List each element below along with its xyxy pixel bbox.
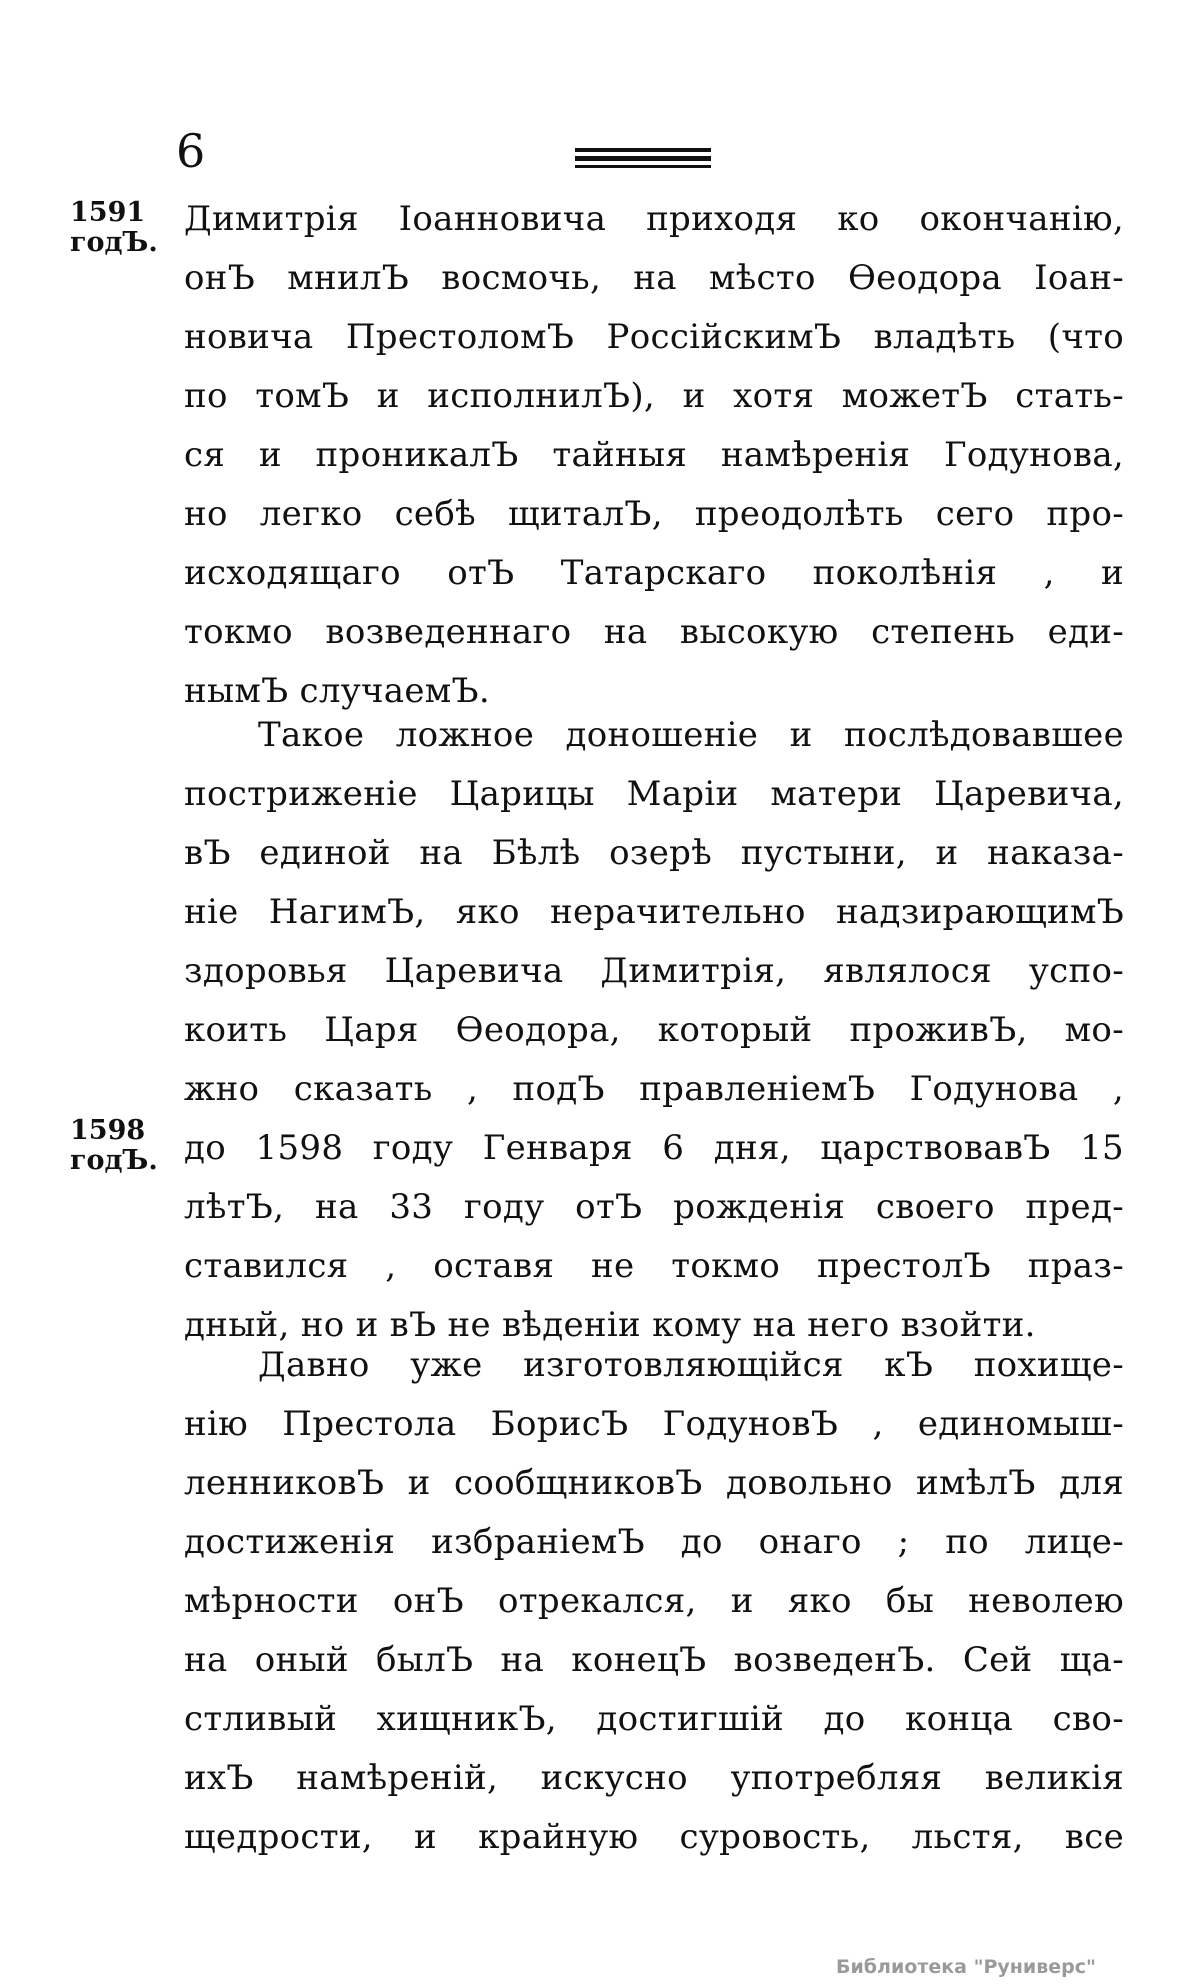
text-line: Давно уже изготовляющійся кЪ похище-: [258, 1345, 1124, 1385]
text-line: до 1598 году Генваря 6 дня, царствовавЪ 15: [184, 1128, 1124, 1168]
text-line: стливый хищникЪ, достигшій до конца сво-: [184, 1699, 1124, 1739]
text-line: онЪ мнилЪ восмочь, на мѣсто Ѳеодора Іоан-: [184, 258, 1124, 298]
text-line: дный, но и вЪ не вѣденіи кому на него взойти.: [184, 1305, 1036, 1345]
text-line: ніе НагимЪ, яко нерачительно надзирающимЪ: [184, 892, 1124, 932]
paragraph-1: [184, 190, 1124, 721]
text-line: мѣрности онЪ отрекался, и яко бы неволею: [184, 1581, 1124, 1621]
margin-note-1598: [70, 1116, 180, 1176]
paragraph-3: [184, 1336, 1124, 1867]
text-line: Димитрія Іоанновича приходя ко окончанію,: [184, 199, 1124, 239]
rule-line: [575, 156, 711, 161]
header-ornament-rule: [575, 148, 711, 168]
margin-note-label: годЪ.: [70, 227, 158, 258]
text-line: коить Царя Ѳеодора, который проживЪ, мо-: [184, 1010, 1124, 1050]
text-line: ставился , оставя не токмо престолЪ праз-: [184, 1246, 1124, 1286]
margin-note-label: годЪ.: [70, 1145, 158, 1176]
text-line: щедрости, и крайную суровость, льстя, все: [184, 1817, 1124, 1857]
text-line: лѣтЪ, на 33 году отЪ рожденія своего пред-: [184, 1187, 1124, 1227]
text-line: вЪ единой на Бѣлѣ озерѣ пустыни, и наказа-: [184, 833, 1124, 873]
text-line: Такое ложное доношеніе и послѣдовавшее: [258, 715, 1124, 755]
text-line: нымЪ случаемЪ.: [184, 671, 490, 711]
page-number: 6: [176, 124, 206, 178]
text-line: жно сказать , подЪ правленіемЪ Годунова ,: [184, 1069, 1124, 1109]
text-line: здоровья Царевича Димитрія, являлося успо-: [184, 951, 1124, 991]
text-line: исходящаго отЪ Татарскаго поколѣнія , и: [184, 553, 1124, 593]
text-line: постриженіе Царицы Маріи матери Царевича,: [184, 774, 1124, 814]
margin-note-year: 1591: [70, 197, 146, 228]
margin-note-1591: [70, 198, 180, 258]
text-line: достиженія избраніемЪ до онаго ; по лице-: [184, 1522, 1124, 1562]
text-line: на оный былЪ на конецЪ возведенЪ. Сей ща-: [184, 1640, 1124, 1680]
paragraph-2: [184, 706, 1124, 1355]
text-line: по томЪ и исполнилЪ), и хотя можетЪ стать-: [184, 376, 1124, 416]
text-line: ихЪ намѣреній, искусно употребляя великія: [184, 1758, 1124, 1798]
margin-note-year: 1598: [70, 1115, 146, 1146]
rule-line: [575, 148, 711, 152]
rule-line: [575, 165, 711, 168]
library-watermark: Библиотека "Руниверс": [836, 1956, 1096, 1978]
text-line: ленниковЪ и сообщниковЪ довольно имѣлЪ для: [184, 1463, 1124, 1503]
text-line: новича ПрестоломЪ РоссійскимЪ владѣть (что: [184, 317, 1124, 357]
text-line: но легко себѣ щиталЪ, преодолѣть сего про-: [184, 494, 1124, 534]
text-line: ся и проникалЪ тайныя намѣренія Годунова,: [184, 435, 1124, 475]
text-line: токмо возведеннаго на высокую степень еди-: [184, 612, 1124, 652]
text-line: нію Престола БорисЪ ГодуновЪ , единомыш-: [184, 1404, 1124, 1444]
